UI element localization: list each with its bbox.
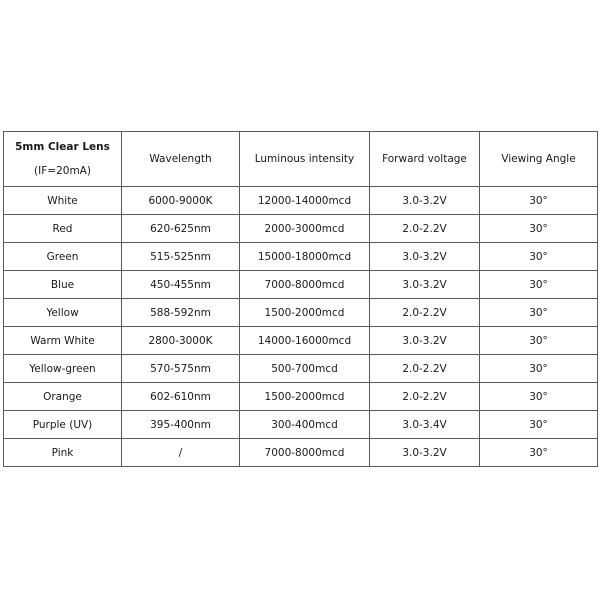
cell-viewing-angle: 30°: [480, 243, 598, 271]
cell-luminous-intensity: 2000-3000mcd: [240, 215, 370, 243]
header-cell-forward-voltage: Forward voltage: [370, 132, 480, 187]
table-row: [4, 215, 598, 243]
cell-forward-voltage: 3.0-3.2V: [370, 187, 480, 215]
cell-wavelength: 395-400nm: [122, 411, 240, 439]
header-cell-viewing-angle: Viewing Angle: [480, 132, 598, 187]
cell-forward-voltage: 3.0-3.2V: [370, 243, 480, 271]
cell-luminous-intensity: 300-400mcd: [240, 411, 370, 439]
cell-color: Orange: [4, 383, 122, 411]
cell-luminous-intensity: 500-700mcd: [240, 355, 370, 383]
cell-viewing-angle: 30°: [480, 215, 598, 243]
table-row: [4, 439, 598, 467]
cell-wavelength: 2800-3000K: [122, 327, 240, 355]
cell-luminous-intensity: 14000-16000mcd: [240, 327, 370, 355]
cell-forward-voltage: 3.0-3.4V: [370, 411, 480, 439]
cell-luminous-intensity: 12000-14000mcd: [240, 187, 370, 215]
cell-color: White: [4, 187, 122, 215]
cell-forward-voltage: 2.0-2.2V: [370, 355, 480, 383]
header-cell-luminous-intensity: Luminous intensity: [240, 132, 370, 187]
header-lens-subtitle: (IF=20mA): [34, 165, 91, 177]
cell-wavelength: 570-575nm: [122, 355, 240, 383]
cell-color: Green: [4, 243, 122, 271]
cell-wavelength: 6000-9000K: [122, 187, 240, 215]
cell-luminous-intensity: 7000-8000mcd: [240, 439, 370, 467]
cell-wavelength: 620-625nm: [122, 215, 240, 243]
cell-color: Yellow-green: [4, 355, 122, 383]
cell-wavelength: 588-592nm: [122, 299, 240, 327]
cell-forward-voltage: 3.0-3.2V: [370, 439, 480, 467]
cell-color: Blue: [4, 271, 122, 299]
cell-color: Purple (UV): [4, 411, 122, 439]
table-row: [4, 243, 598, 271]
header-cell-wavelength: Wavelength: [122, 132, 240, 187]
cell-viewing-angle: 30°: [480, 439, 598, 467]
led-spec-table: [3, 131, 598, 467]
cell-viewing-angle: 30°: [480, 187, 598, 215]
table-row: [4, 411, 598, 439]
cell-forward-voltage: 3.0-3.2V: [370, 271, 480, 299]
cell-forward-voltage: 3.0-3.2V: [370, 327, 480, 355]
cell-luminous-intensity: 1500-2000mcd: [240, 383, 370, 411]
cell-viewing-angle: 30°: [480, 383, 598, 411]
header-lens-title: 5mm Clear Lens: [15, 141, 110, 153]
table-row: [4, 271, 598, 299]
cell-viewing-angle: 30°: [480, 411, 598, 439]
cell-wavelength: 450-455nm: [122, 271, 240, 299]
cell-wavelength: 515-525nm: [122, 243, 240, 271]
cell-luminous-intensity: 7000-8000mcd: [240, 271, 370, 299]
cell-color: Red: [4, 215, 122, 243]
cell-luminous-intensity: 15000-18000mcd: [240, 243, 370, 271]
cell-color: Yellow: [4, 299, 122, 327]
table-row: [4, 355, 598, 383]
cell-viewing-angle: 30°: [480, 327, 598, 355]
cell-wavelength: 602-610nm: [122, 383, 240, 411]
cell-viewing-angle: 30°: [480, 299, 598, 327]
table-row: [4, 327, 598, 355]
table-body: [4, 132, 598, 467]
table-row: [4, 299, 598, 327]
cell-forward-voltage: 2.0-2.2V: [370, 299, 480, 327]
cell-wavelength: /: [122, 439, 240, 467]
cell-forward-voltage: 2.0-2.2V: [370, 215, 480, 243]
cell-forward-voltage: 2.0-2.2V: [370, 383, 480, 411]
cell-color: Warm White: [4, 327, 122, 355]
cell-color: Pink: [4, 439, 122, 467]
cell-viewing-angle: 30°: [480, 355, 598, 383]
header-cell-lens: [4, 132, 122, 187]
cell-luminous-intensity: 1500-2000mcd: [240, 299, 370, 327]
table-row: [4, 383, 598, 411]
table-row: [4, 187, 598, 215]
table-header-row: [4, 132, 598, 187]
cell-viewing-angle: 30°: [480, 271, 598, 299]
